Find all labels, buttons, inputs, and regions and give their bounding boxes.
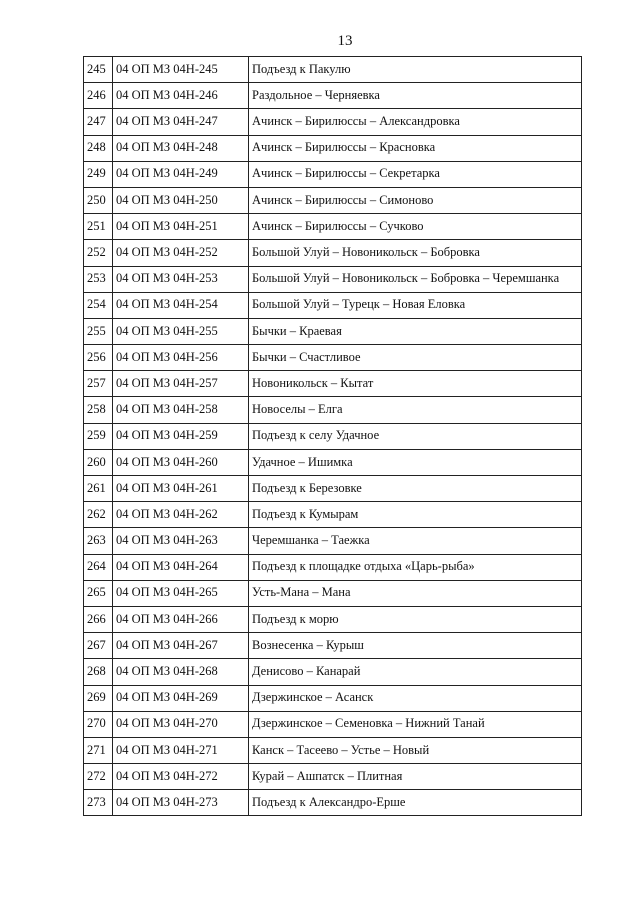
road-name-cell: Ачинск – Бирилюссы – Александровка [249, 109, 582, 135]
road-code-cell: 04 ОП МЗ 04Н-261 [113, 476, 249, 502]
road-name-cell: Подъезд к площадке отдыха «Царь-рыба» [249, 554, 582, 580]
road-name-cell: Удачное – Ишимка [249, 449, 582, 475]
row-number-cell: 254 [84, 292, 113, 318]
road-name-cell: Ачинск – Бирилюссы – Симоново [249, 187, 582, 213]
row-number-cell: 258 [84, 397, 113, 423]
row-number-cell: 245 [84, 57, 113, 83]
road-name-cell: Новоселы – Елга [249, 397, 582, 423]
road-name-cell: Ачинск – Бирилюссы – Секретарка [249, 161, 582, 187]
table-row [84, 449, 582, 475]
road-code-cell: 04 ОП МЗ 04Н-255 [113, 318, 249, 344]
road-code-cell: 04 ОП МЗ 04Н-272 [113, 764, 249, 790]
row-number-cell: 248 [84, 135, 113, 161]
row-number-cell: 266 [84, 606, 113, 632]
row-number-cell: 261 [84, 476, 113, 502]
road-code-cell: 04 ОП МЗ 04Н-259 [113, 423, 249, 449]
road-code-cell: 04 ОП МЗ 04Н-249 [113, 161, 249, 187]
road-code-cell: 04 ОП МЗ 04Н-247 [113, 109, 249, 135]
road-name-cell: Ачинск – Бирилюссы – Сучково [249, 214, 582, 240]
row-number-cell: 252 [84, 240, 113, 266]
road-code-cell: 04 ОП МЗ 04Н-268 [113, 659, 249, 685]
row-number-cell: 268 [84, 659, 113, 685]
table-row [84, 266, 582, 292]
table-row [84, 476, 582, 502]
row-number-cell: 262 [84, 502, 113, 528]
row-number-cell: 259 [84, 423, 113, 449]
road-name-cell: Подъезд к Кумырам [249, 502, 582, 528]
road-code-cell: 04 ОП МЗ 04Н-250 [113, 187, 249, 213]
roads-table [83, 56, 582, 816]
table-row [84, 161, 582, 187]
road-code-cell: 04 ОП МЗ 04Н-258 [113, 397, 249, 423]
road-code-cell: 04 ОП МЗ 04Н-265 [113, 580, 249, 606]
row-number-cell: 256 [84, 345, 113, 371]
table-row [84, 580, 582, 606]
table-row [84, 659, 582, 685]
table-row [84, 423, 582, 449]
row-number-cell: 257 [84, 371, 113, 397]
road-name-cell: Усть-Мана – Мана [249, 580, 582, 606]
road-name-cell: Подъезд к морю [249, 606, 582, 632]
row-number-cell: 251 [84, 214, 113, 240]
road-code-cell: 04 ОП МЗ 04Н-270 [113, 711, 249, 737]
road-name-cell: Большой Улуй – Новоникольск – Бобровка [249, 240, 582, 266]
table-row [84, 528, 582, 554]
road-name-cell: Дзержинское – Семеновка – Нижний Танай [249, 711, 582, 737]
road-code-cell: 04 ОП МЗ 04Н-252 [113, 240, 249, 266]
road-code-cell: 04 ОП МЗ 04Н-248 [113, 135, 249, 161]
road-name-cell: Большой Улуй – Новоникольск – Бобровка – Черемшанка [249, 266, 582, 292]
table-row [84, 109, 582, 135]
table-row [84, 292, 582, 318]
table-row [84, 135, 582, 161]
road-name-cell: Бычки – Краевая [249, 318, 582, 344]
road-code-cell: 04 ОП МЗ 04Н-271 [113, 737, 249, 763]
table-row [84, 345, 582, 371]
table-row [84, 214, 582, 240]
page-number: 13 [337, 33, 353, 49]
road-code-cell: 04 ОП МЗ 04Н-245 [113, 57, 249, 83]
table-row [84, 554, 582, 580]
road-name-cell: Раздольное – Черняевка [249, 83, 582, 109]
row-number-cell: 269 [84, 685, 113, 711]
row-number-cell: 246 [84, 83, 113, 109]
table-row [84, 83, 582, 109]
road-name-cell: Новоникольск – Кытат [249, 371, 582, 397]
road-code-cell: 04 ОП МЗ 04Н-269 [113, 685, 249, 711]
row-number-cell: 272 [84, 764, 113, 790]
row-number-cell: 255 [84, 318, 113, 344]
row-number-cell: 253 [84, 266, 113, 292]
road-name-cell: Вознесенка – Курыш [249, 633, 582, 659]
road-name-cell: Большой Улуй – Турецк – Новая Еловка [249, 292, 582, 318]
road-code-cell: 04 ОП МЗ 04Н-254 [113, 292, 249, 318]
table-row [84, 711, 582, 737]
road-name-cell: Подъезд к Березовке [249, 476, 582, 502]
road-name-cell: Черемшанка – Таежка [249, 528, 582, 554]
table-row [84, 57, 582, 83]
row-number-cell: 271 [84, 737, 113, 763]
road-name-cell: Подъезд к Пакулю [249, 57, 582, 83]
row-number-cell: 247 [84, 109, 113, 135]
road-code-cell: 04 ОП МЗ 04Н-267 [113, 633, 249, 659]
row-number-cell: 273 [84, 790, 113, 816]
road-code-cell: 04 ОП МЗ 04Н-266 [113, 606, 249, 632]
road-code-cell: 04 ОП МЗ 04Н-263 [113, 528, 249, 554]
table-row [84, 764, 582, 790]
table-row [84, 633, 582, 659]
row-number-cell: 263 [84, 528, 113, 554]
road-code-cell: 04 ОП МЗ 04Н-246 [113, 83, 249, 109]
table-row [84, 318, 582, 344]
row-number-cell: 260 [84, 449, 113, 475]
road-code-cell: 04 ОП МЗ 04Н-253 [113, 266, 249, 292]
road-name-cell: Денисово – Канарай [249, 659, 582, 685]
road-name-cell: Подъезд к Александро-Ерше [249, 790, 582, 816]
table-row [84, 606, 582, 632]
road-code-cell: 04 ОП МЗ 04Н-262 [113, 502, 249, 528]
row-number-cell: 250 [84, 187, 113, 213]
road-name-cell: Бычки – Счастливое [249, 345, 582, 371]
row-number-cell: 264 [84, 554, 113, 580]
row-number-cell: 265 [84, 580, 113, 606]
road-name-cell: Подъезд к селу Удачное [249, 423, 582, 449]
table-row [84, 240, 582, 266]
roads-table-body [84, 57, 582, 816]
road-code-cell: 04 ОП МЗ 04Н-251 [113, 214, 249, 240]
road-code-cell: 04 ОП МЗ 04Н-257 [113, 371, 249, 397]
table-row [84, 502, 582, 528]
road-name-cell: Дзержинское – Асанск [249, 685, 582, 711]
row-number-cell: 249 [84, 161, 113, 187]
table-row [84, 187, 582, 213]
table-row [84, 737, 582, 763]
table-row [84, 790, 582, 816]
road-code-cell: 04 ОП МЗ 04Н-273 [113, 790, 249, 816]
row-number-cell: 270 [84, 711, 113, 737]
road-name-cell: Курай – Ашпатск – Плитная [249, 764, 582, 790]
road-code-cell: 04 ОП МЗ 04Н-260 [113, 449, 249, 475]
road-code-cell: 04 ОП МЗ 04Н-256 [113, 345, 249, 371]
table-row [84, 371, 582, 397]
road-name-cell: Ачинск – Бирилюссы – Красновка [249, 135, 582, 161]
table-row [84, 397, 582, 423]
table-row [84, 685, 582, 711]
row-number-cell: 267 [84, 633, 113, 659]
road-code-cell: 04 ОП МЗ 04Н-264 [113, 554, 249, 580]
road-name-cell: Канск – Тасеево – Устье – Новый [249, 737, 582, 763]
